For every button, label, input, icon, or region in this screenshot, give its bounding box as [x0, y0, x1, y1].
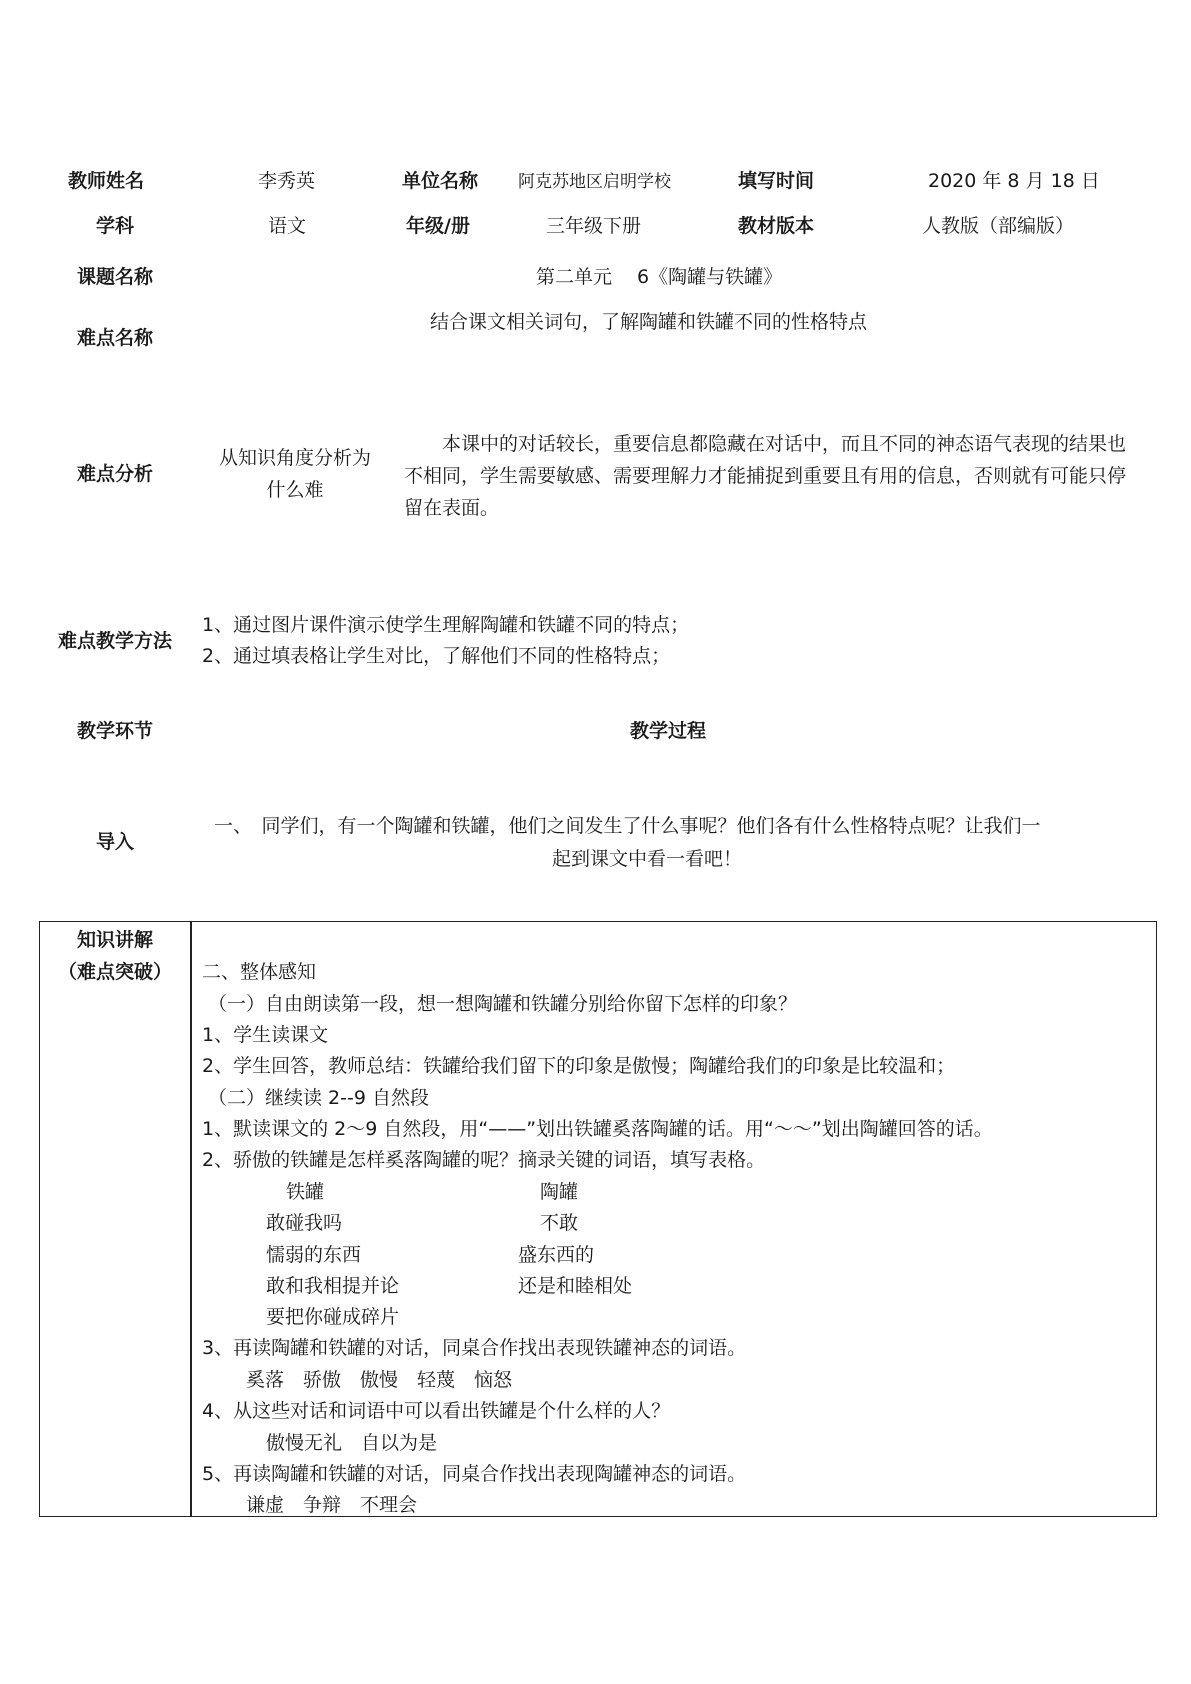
edition-value: 人教版（部编版） [922, 215, 1075, 237]
teacher-name-value: 李秀英 [258, 170, 316, 192]
knowledge-label-2: （难点突破） [57, 961, 172, 983]
analysis-sub-label-1: 从知识角度分析为 [218, 447, 371, 469]
knowledge-line: 2、骄傲的铁罐是怎样奚落陶罐的呢？摘录关键的词语，填写表格。 [202, 1149, 766, 1171]
clay-word: 还是和睦相处 [518, 1275, 633, 1297]
analysis-text: 本课中的对话较长，重要信息都隐藏在对话中，而且不同的神态语气表现的结果也不相同，学生需要敏感、需要理解力才能捕捉到重要且有用的信息，否则就有可能只停留在表面。 [404, 433, 1127, 519]
difficulty-label: 难点名称 [76, 327, 153, 349]
stage-header: 教学环节 [76, 720, 153, 742]
clay-word: 盛东西的 [518, 1244, 595, 1266]
topic-label: 课题名称 [76, 266, 153, 288]
question-4-words: 傲慢无礼 自以为是 [266, 1432, 438, 1454]
knowledge-line: （二）继续读 2--9 自然段 [208, 1087, 429, 1109]
subject-label: 学科 [96, 215, 135, 237]
process-header: 教学过程 [630, 720, 707, 742]
unit-name-label: 单位名称 [402, 170, 479, 192]
knowledge-line: （一）自由朗读第一段，想一想陶罐和铁罐分别给你留下怎样的印象？ [208, 993, 798, 1015]
topic-value: 第二单元 6《陶罐与铁罐》 [536, 266, 783, 288]
knowledge-line: 1、学生读课文 [202, 1024, 329, 1046]
question-4: 4、从这些对话和词语中可以看出铁罐是个什么样的人？ [202, 1400, 671, 1422]
grade-label: 年级/册 [406, 215, 470, 237]
unit-name-value: 阿克苏地区启明学校 [518, 172, 671, 192]
intro-line-1: 一、 同学们，有一个陶罐和铁罐，他们之间发生了什么事呢？他们各有什么性格特点呢？让我们一 [214, 815, 1041, 837]
method-label: 难点教学方法 [57, 630, 172, 652]
knowledge-line: 2、学生回答，教师总结：铁罐给我们留下的印象是傲慢；陶罐给我们的印象是比较温和； [202, 1055, 956, 1077]
fill-date-value: 2020 年 8 月 18 日 [928, 170, 1100, 192]
grade-value: 三年级下册 [546, 215, 642, 237]
teacher-name-label: 教师姓名 [68, 170, 145, 192]
knowledge-table-divider [190, 921, 192, 1517]
question-5: 5、再读陶罐和铁罐的对话，同桌合作找出表现陶罐神态的词语。 [202, 1463, 747, 1485]
question-3-words: 奚落 骄傲 傲慢 轻蔑 恼怒 [246, 1369, 513, 1391]
iron-word: 要把你碰成碎片 [266, 1306, 400, 1328]
analysis-label: 难点分析 [76, 463, 153, 485]
iron-word: 敢和我相提并论 [266, 1275, 400, 1297]
question-3: 3、再读陶罐和铁罐的对话，同桌合作找出表现铁罐神态的词语。 [202, 1337, 747, 1359]
intro-label: 导入 [95, 831, 134, 853]
edition-label: 教材版本 [738, 215, 815, 237]
method-line-1: 1、通过图片课件演示使学生理解陶罐和铁罐不同的特点； [202, 614, 690, 636]
method-line-2: 2、通过填表格让学生对比，了解他们不同的性格特点； [202, 645, 671, 667]
question-5-words: 谦虚 争辩 不理会 [246, 1494, 418, 1516]
iron-word: 懦弱的东西 [266, 1244, 362, 1266]
fill-date-label: 填写时间 [738, 170, 815, 192]
clay-jar-header: 陶罐 [540, 1181, 579, 1203]
analysis-sub-label-2: 什么难 [266, 479, 324, 501]
subject-value: 语文 [268, 215, 307, 237]
clay-word: 不敢 [540, 1212, 579, 1234]
intro-line-2: 起到课文中看一看吧！ [552, 848, 743, 870]
knowledge-line: 二、整体感知 [202, 961, 317, 983]
knowledge-line: 1、默读课文的 2～9 自然段，用“——”划出铁罐奚落陶罐的话。用“～～”划出陶罐回答的话。 [202, 1118, 993, 1140]
knowledge-label-1: 知识讲解 [76, 929, 153, 951]
difficulty-value: 结合课文相关词句，了解陶罐和铁罐不同的性格特点 [430, 311, 868, 333]
iron-word: 敢碰我吗 [266, 1212, 343, 1234]
iron-jar-header: 铁罐 [286, 1181, 325, 1203]
